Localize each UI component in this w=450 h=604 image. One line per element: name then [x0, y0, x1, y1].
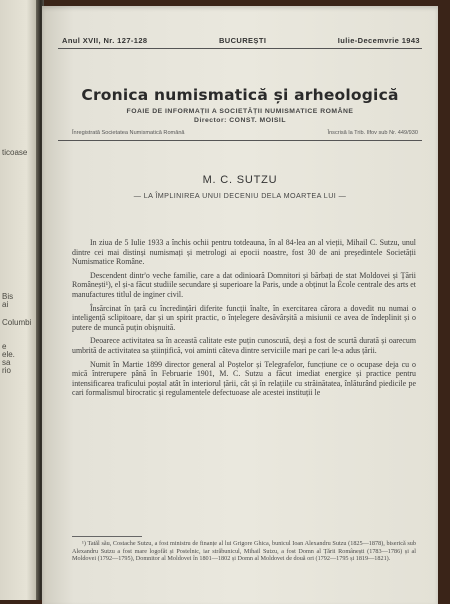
publication-title: Cronica numismatică și arheologică	[81, 86, 399, 104]
margin-note: rio	[2, 366, 11, 375]
paragraph: Numit în Martie 1899 director general al Poștelor și Telegrafelor, funcțiune ce o ocupase deja cu o mică întrerupere până în Februarie 1901, M. C. Sutzu a făcut imediat energice și practice pentru intensificarea traficului poștal atât în interiorul țării, cât și în relațiile cu străinătatea, înlăturând piedicile pe cari formalismul birocratic și regulamentele defectuoase ale acestei instituții le	[72, 359, 416, 398]
paragraph: Însărcinat în țară cu încredințări diferite funcții înalte, în exercitarea cărora a dovedit nu numai o inteligență sclipitoare, dar și un spirit practic, o înțelegere desăvârșită a misiunii ce avea de îndeplinit și o putere de muncă puțin obișnuită.	[72, 303, 416, 332]
footnote	[72, 540, 416, 563]
publication-subtitle: FOAIE DE INFORMAȚII A SOCIETĂȚII NUMISMATICE ROMÂNE	[126, 108, 354, 115]
margin-note: Bis	[2, 292, 14, 301]
footnote-rule	[72, 536, 142, 537]
article-subtitle: — LA ÎMPLINIREA UNUI DECENIU DELA MOARTEA LUI —	[133, 191, 347, 200]
article-body	[72, 238, 416, 402]
margin-note: sa	[2, 358, 11, 367]
issue-date: Iulie-Decemvrie 1943	[337, 36, 420, 45]
paragraph: Descendent dintr'o veche familie, care a dat odinioară Domnitori și bărbați de stat Moldovei și Țării Românești¹), el și-a făcut studiile secundare și superioare la Paris, unde a obținut la École centrale des arts et manufactures titlul de inginer civil.	[72, 270, 416, 299]
paragraph: Deoarece activitatea sa în această calitate este puțin cunoscută, deși a fost de scurtă durată și oarecum umbrită de activitatea sa științifică, voi aminti câteva dintre serviciile mari pe cari le-a adus țării.	[72, 336, 416, 355]
issue-number: Anul XVII, Nr. 127-128	[62, 36, 148, 45]
margin-note: e	[2, 342, 7, 351]
article-title: M. C. SUTZU	[202, 174, 278, 186]
margin-note: Columbi	[2, 318, 32, 327]
registration-row	[72, 130, 418, 136]
footnote-text: ¹) Tatăl său, Costache Sutzu, a fost ministru de finanțe al lui Grigore Ghica, bunicul Ioan Alexandru Sutzu (1825—1878), biserică sub Alexandru Sutzu a fost mare logofăt și Postelnic, iar străbunicul, Mihail Sutzu, a fost Domn al Țării Românești (1783—1786) și al Moldovei (1792—1795), Domnitor al Moldovei în 1801—1802 și Domn al Moldovei de două ori (1792—1795 și 1819—1821).	[72, 540, 416, 563]
margin-note: ele.	[2, 350, 15, 359]
paragraph: In ziua de 5 Iulie 1933 a închis ochii pentru totdeauna, în al 84-lea an al vieții, Mihail C. Sutzu, unul dintre cei mai distinși numismați și metrologi ai epocii noastre, fost 30 de ani președintele Societății Numismatice Române.	[72, 238, 416, 267]
margin-note: ticoase	[2, 148, 28, 157]
top-rule	[58, 48, 422, 49]
left-page-edge	[0, 0, 38, 600]
city: BUCUREȘTI	[218, 36, 267, 45]
director-line: Director: CONST. MOISIL	[194, 117, 286, 124]
document-page	[42, 6, 438, 604]
registration-left: Înregistrată Societatea Numismatică Română	[72, 130, 185, 136]
header-rule	[58, 140, 422, 141]
registration-right: Înscrisă la Trib. Ilfov sub Nr. 449/930	[327, 130, 418, 136]
masthead-row	[62, 36, 420, 45]
margin-note: ai	[2, 300, 9, 309]
